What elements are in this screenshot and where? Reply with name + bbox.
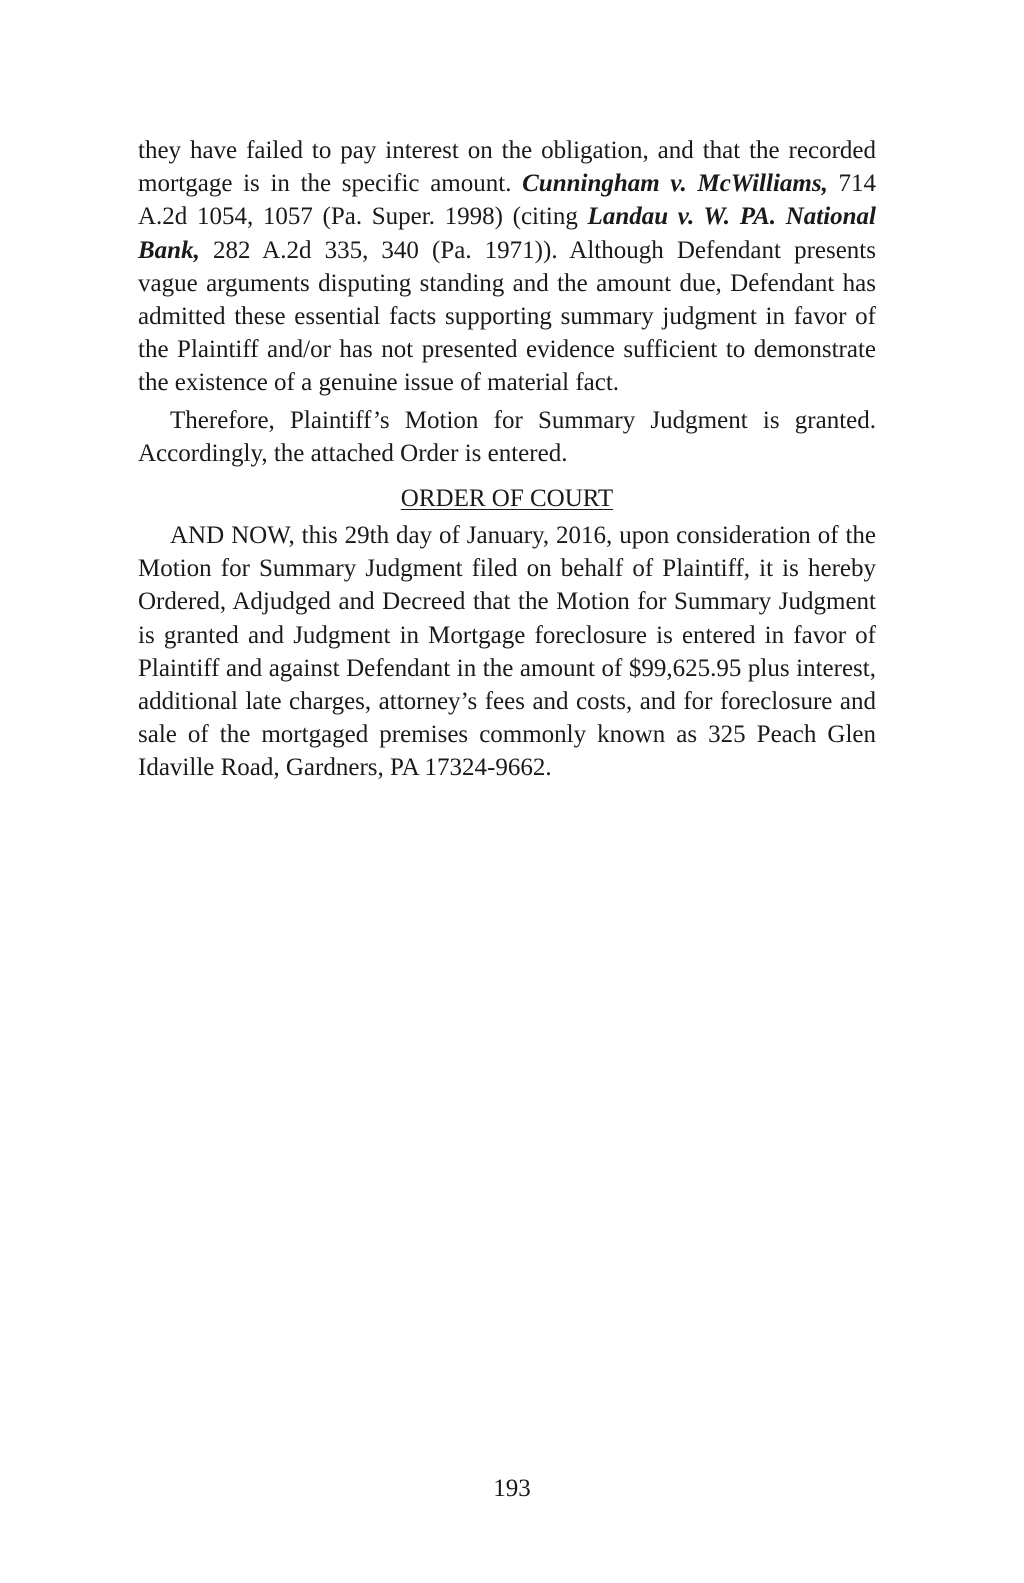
- order-paragraph: AND NOW, this 29th day of January, 2016, upon consideration of the Motion for Summary Judgment filed on behalf of Plaintiff, it is hereby Ordered, Adjudged and Decreed that the Motion for Summary Judgment is granted and Judgment in Mortgage foreclosure is entered in favor of Plaintiff and against Defendant in the amount of $99,625.95 plus interest, additional late charges, attorney’s fees and costs, and for foreclosure and sale of the mortgaged premises commonly known as 325 Peach Glen Idaville Road, Gardners, PA 17324-9662.: [138, 522, 876, 782]
- page-number: 193: [493, 1475, 531, 1502]
- opinion-text: 282 A.2d 335, 340 (Pa. 1971)). Although Defendant presents vague arguments disputing standing and the amount due, Defendant has admitted these essential facts supporting summary judgment in favor of the Plaintiff and/or has not presented evidence sufficient to demonstrate the existence of a genuine issue of material fact.: [138, 236, 876, 397]
- conclusion-paragraph: Therefore, Plaintiff’s Motion for Summary Judgment is granted. Accordingly, the attached Order is entered.: [138, 406, 876, 467]
- order-heading: ORDER OF COURT: [400, 485, 614, 513]
- page-content: [138, 134, 876, 785]
- opinion-paragraph-continued: [138, 134, 876, 400]
- opinion-text: they have failed to pay interest on the obligation, and that the recorded mortgage is in the specific amount.: [138, 137, 876, 198]
- case-citation: Cunningham v. McWilliams,: [522, 170, 828, 198]
- case-citation: Landau v. W. PA. National Bank,: [138, 203, 876, 264]
- opinion-text: 714 A.2d 1054, 1057 (Pa. Super. 1998) (citing: [138, 170, 877, 231]
